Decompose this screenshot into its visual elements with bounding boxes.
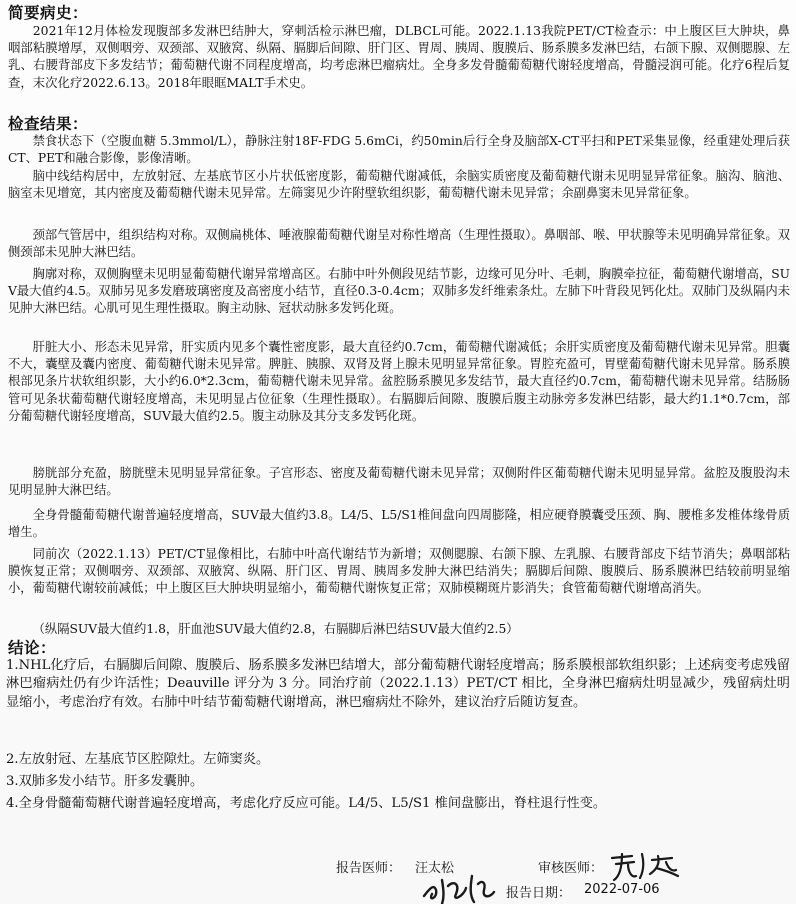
finding-abdomen: 肝脏大小、形态未见异常，肝实质内见多个囊性密度影，最大直径约0.7cm，葡萄糖代谢减低；余肝实质密度及葡萄糖代谢未见异常。胆囊不大，囊壁及囊内密度、葡萄糖代谢未见异常。脾脏、胰腺、双肾及肾上腺未见明显异常征象。胃腔充盈可，胃壁葡萄糖代谢未见异常。肠系膜根部见条片状软组织影，大小约6.0*2.3cm，葡萄糖代谢未见异常。盆腔肠系膜见多发结节，最大直径约0.7cm，葡萄糖代谢未见异常。结肠肠管可见条状葡萄糖代谢轻度增高，未见明显占位征象（生理性摄取）。右膈脚后间隙、腹膜后腹主动脉旁多发淋巴结影，最大约1.1*0.7cm，部分葡萄糖代谢轻度增高，SUV最大值约2.5。腹主动脉及其分支多发钙化斑。 (8, 340, 790, 423)
finding-suv-reference: （纵隔SUV最大值约1.8，肝血池SUV最大值约2.8，右膈脚后淋巴结SUV最大值约2.5） (32, 622, 519, 636)
reviewer-label: 审核医师： (538, 861, 604, 876)
finding-chest: 胸廓对称，双侧胸壁未见明显葡萄糖代谢异常增高区。右肺中叶外侧段见结节影，边缘可见分叶、毛刺，胸膜牵拉征，葡萄糖代谢增高，SUV最大值约4.5。双肺另见多发磨玻璃密度及高密度小结节，直径0.3-0.4cm；双肺多发纤维索条灶。左肺下叶背段见钙化灶。双肺门及纵隔内未见肿大淋巴结。心肌可见生理性摄取。胸主动脉、冠状动脉多发钙化斑。 (8, 267, 790, 316)
conclusion-item-4: 4.全身骨髓葡萄糖代谢普遍轻度增高，考虑化疗反应可能。L4/5、L5/S1 椎间盘膨出，脊柱退行性变。 (6, 796, 607, 811)
report-date-label: 报告日期： (506, 886, 572, 901)
finding-bone-marrow: 全身骨髓葡萄糖代谢普遍轻度增高，SUV最大值约3.8。L4/5、L5/S1椎间盘向四周膨隆，相应硬脊膜囊受压颈、胸、腰椎多发椎体缘骨质增生。 (8, 508, 790, 540)
history-paragraph: 2021年12月体检发现腹部多发淋巴结肿大，穿刺活检示淋巴瘤，DLBCL可能。2022.1.13我院PET/CT检查示：中上腹区巨大肿块，鼻咽部粘膜增厚，双侧咽旁、双颈部、双腋窝、纵隔、膈脚后间隙、肝门区、胃周、胰周、腹膜后、肠系膜多发淋巴结，右颌下腺、双侧腮腺、左乳、右腰背部皮下多发结节；葡萄糖代谢不同程度增高，均考虑淋巴瘤病灶。全身多发骨髓葡萄糖代谢轻度增高，骨髓浸润可能。化疗6程后复查，末次化疗2022.6.13。2018年眼眶MALT手术史。 (8, 23, 790, 90)
report-date: 2022-07-06 (584, 882, 660, 897)
finding-neck: 颈部气管居中，组织结构对称。双侧扁桃体、唾液腺葡萄糖代谢呈对称性增高（生理性摄取）。鼻咽部、喉、甲状腺等未见明确异常征象。双侧颈部未见肿大淋巴结。 (8, 228, 790, 260)
conclusion-heading: 结论： (8, 639, 57, 657)
findings-heading: 检查结果： (8, 115, 89, 133)
report-doctor-signature (420, 866, 510, 904)
brief-history-heading: 简要病史： (8, 4, 89, 22)
finding-pelvis: 膀胱部分充盈，膀胱壁未见明显异常征象。子宫形态、密度及葡萄糖代谢未见异常；双侧附件区葡萄糖代谢未见明显异常。盆腔及腹股沟未见明显肿大淋巴结。 (8, 466, 790, 498)
reviewer-signature (606, 848, 696, 884)
finding-brain: 脑中线结构居中，左放射冠、左基底节区小片状低密度影，葡萄糖代谢减低，余脑实质密度及葡萄糖代谢未见明显异常征象。脑沟、脑池、脑室未见增宽，其内密度及葡萄糖代谢未见异常。左筛窦见少许附壁软组织影，葡萄糖代谢未见异常；余副鼻窦未见异常征象。 (8, 169, 790, 201)
finding-comparison: 同前次（2022.1.13）PET/CT显像相比，右肺中叶高代谢结节为新增；双侧腮腺、右颌下腺、左乳腺、右腰背部皮下结节消失；鼻咽部粘膜恢复正常；双侧咽旁、双颈部、双腋窝、纵隔、肝门区、胃周、胰周多发肿大淋巴结消失；膈脚后间隙、腹膜后、肠系膜淋巴结较前明显缩小，葡萄糖代谢较前减低；中上腹区巨大肿块明显缩小，葡萄糖代谢恢复正常；双肺模糊斑片影消失；食管葡萄糖代谢增高消失。 (8, 547, 790, 596)
conclusion-item-3: 3.双肺多发小结节。肝多发囊肿。 (6, 774, 204, 789)
finding-scan-protocol: 禁食状态下（空腹血糖 5.3mmol/L），静脉注射18F-FDG 5.6mCi，约50min后行全身及脑部X-CT平扫和PET采集显像，经重建处理后获CT、PET和融合影像，影像清晰。 (8, 134, 790, 166)
report-doctor-label: 报告医师： (336, 861, 402, 876)
report-doctor-name: 汪太松 (415, 861, 455, 876)
conclusion-item-1: 1.NHL化疗后，右膈脚后间隙、腹膜后、肠系膜多发淋巴结增大，部分葡萄糖代谢轻度增高；肠系膜根部软组织影；上述病变考虑残留淋巴瘤病灶仍有少许活性；Deauville 评分为 3 分。同治疗前（2022.1.13）PET/CT 相比，全身淋巴瘤病灶明显减少，残留病灶明显缩小，考虑治疗有效。右肺中叶结节葡萄糖代谢增高，淋巴瘤病灶不除外，建议治疗后随访复查。 (6, 658, 790, 710)
conclusion-item-2: 2.左放射冠、左基底节区腔隙灶。左筛窦炎。 (6, 752, 270, 767)
